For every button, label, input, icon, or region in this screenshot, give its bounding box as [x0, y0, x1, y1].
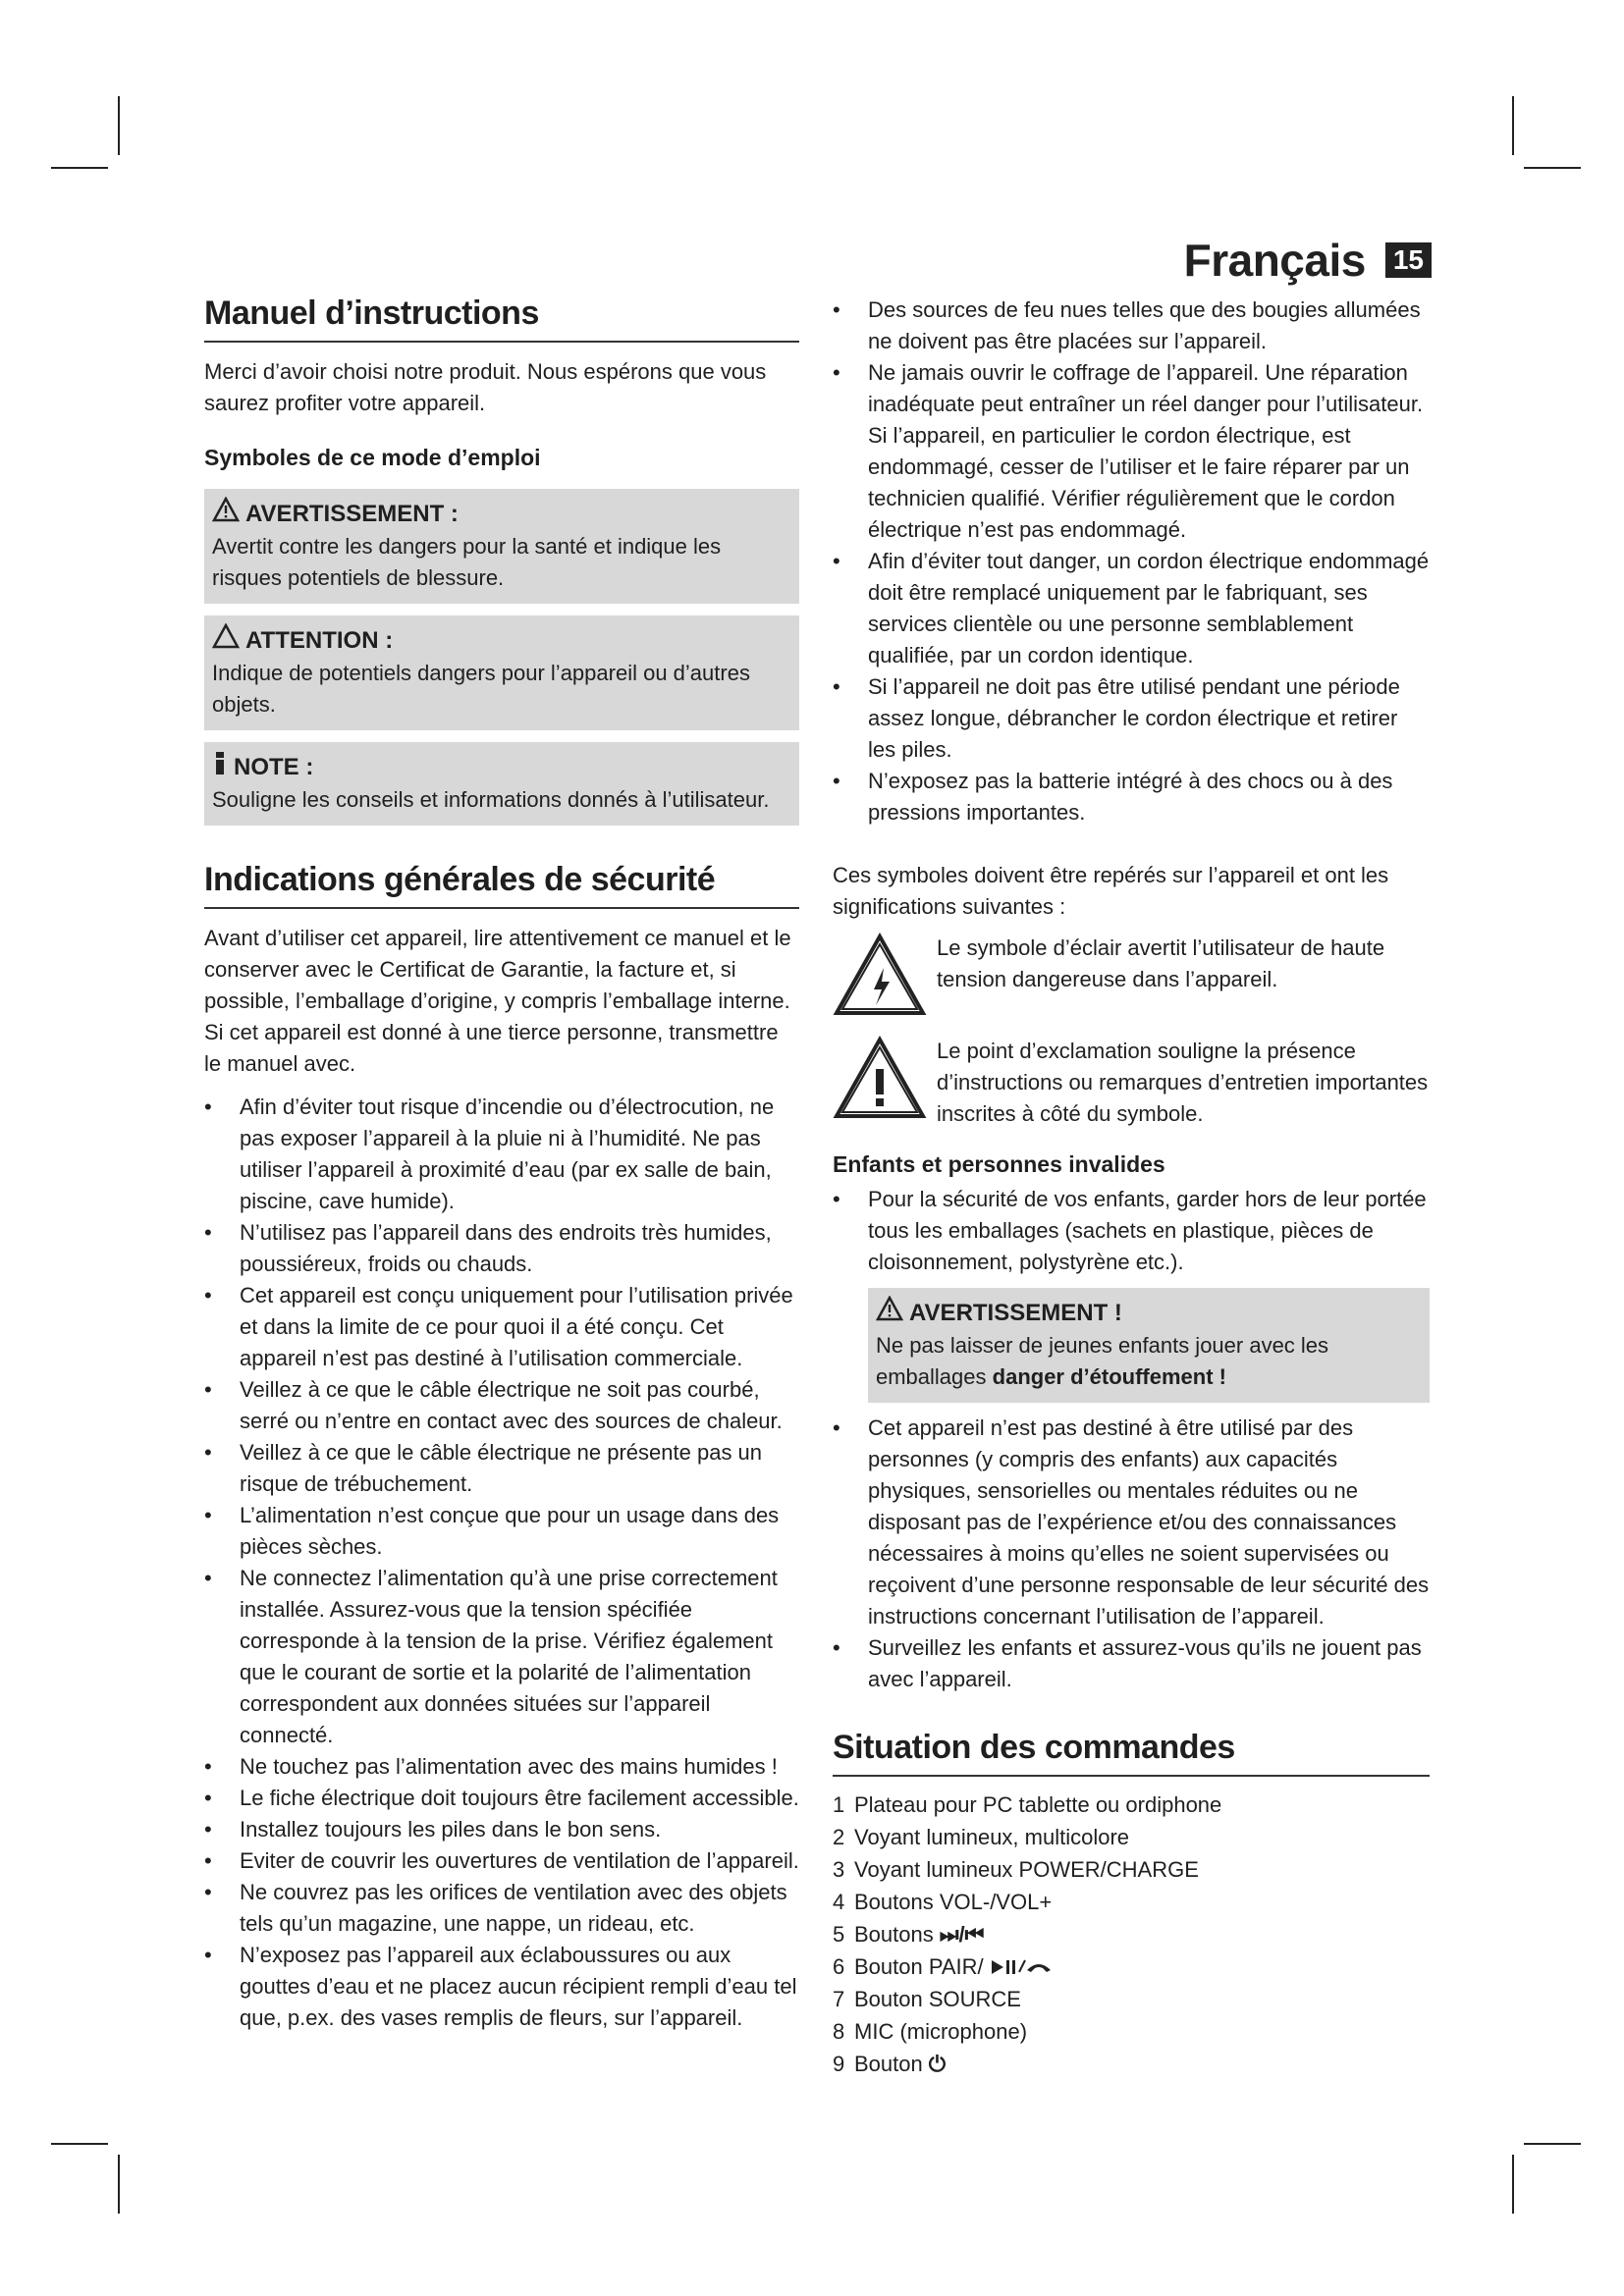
list-item: 4 Boutons VOL-/VOL+	[833, 1890, 1053, 1914]
list-item: 1 Plateau pour PC tablette ou ordiphone	[833, 1792, 1222, 1817]
children-warning-bold: danger d’étouffement !	[992, 1364, 1226, 1389]
crop-mark	[51, 2143, 108, 2145]
safety-list-continued	[833, 294, 1430, 828]
manual-intro: Merci d’avoir choisi notre produit. Nous espérons que vous saurez profiter votre appareil.	[204, 359, 767, 415]
list-item: • Afin d’éviter tout danger, un cordon électrique endommagé doit être remplacé uniquement par le fabriquant, ses services clientèle ou une personne semblablement qualifiée, par un cordon identique.	[833, 546, 1430, 671]
children-list	[833, 1184, 1430, 1278]
symbols-heading: Symboles de ce mode d’emploi	[204, 445, 541, 470]
note-box-title: NOTE :	[234, 753, 314, 780]
warning-box	[204, 489, 799, 604]
list-item: 8 MIC (microphone)	[833, 2019, 1028, 2044]
attention-box-title: ATTENTION :	[245, 626, 394, 654]
attention-triangle-icon	[212, 623, 240, 658]
list-item: 5 Boutons ⏭/⏮	[833, 1918, 1430, 1950]
left-column	[204, 285, 799, 2034]
safety-list	[204, 1092, 799, 2034]
warning-box-text: Avertit contre les dangers pour la santé et indique les risques potentiels de blessure.	[212, 534, 722, 590]
exclamation-symbol-text: Le point d’exclamation souligne la présence d’instructions ou remarques d’entretien importantes inscrites à côté du symbole.	[937, 1039, 1429, 1126]
note-box	[204, 742, 799, 826]
symbols-intro: Ces symboles doivent être repérés sur l’appareil et ont les significations suivantes :	[833, 863, 1389, 919]
list-item: • Ne connectez l’alimentation qu’à une prise correctement installée. Assurez-vous que la tension spécifiée corresponde à la tension de la prise. Vérifiez également que le courant de sortie et la polarité de l’alimentation correspondent aux données situées sur l’appareil connecté.	[204, 1563, 799, 1751]
attention-box	[204, 615, 799, 730]
list-item: 9 Bouton ⏻	[833, 2048, 1430, 2080]
list-item: 3 Voyant lumineux POWER/CHARGE	[833, 1857, 1199, 1882]
right-column	[833, 294, 1430, 2080]
list-item: 2 Voyant lumineux, multicolore	[833, 1825, 1130, 1849]
note-box-text: Souligne les conseils et informations donnés à l’utilisateur.	[212, 787, 770, 812]
exclamation-warning-icon	[833, 1036, 931, 1125]
children-list-continued	[833, 1413, 1430, 1695]
children-warning-box	[868, 1288, 1430, 1403]
list-item: • Surveillez les enfants et assurez-vous qu’ils ne jouent pas avec l’appareil.	[833, 1632, 1430, 1695]
list-item: • N’exposez pas l’appareil aux éclaboussures ou aux gouttes d’eau et ne placez aucun récipient rempli d’eau tel que, p.ex. des vases remplis de fleurs, sur l’appareil.	[204, 1940, 799, 2034]
children-warning-title: AVERTISSEMENT !	[909, 1299, 1122, 1326]
list-item: • Cet appareil n’est pas destiné à être utilisé par des personnes (y compris des enfants) aux capacités physiques, sensorielles ou mentales réduites ou ne disposant pas de l’expérience et/ou des connaissances nécessaires à moins qu’elles ne soient supervisées ou reçoivent d’une personne responsable de leur sécurité des instructions concernant l’utilisation de l’appareil.	[833, 1413, 1430, 1632]
attention-box-title-row	[212, 623, 791, 658]
page-header	[1184, 234, 1432, 287]
info-icon	[212, 750, 228, 784]
lightning-symbol-text: Le symbole d’éclair avertit l’utilisateur de haute tension dangereuse dans l’appareil.	[937, 935, 1385, 991]
exclamation-symbol-row	[833, 1036, 1430, 1130]
power-icon: ⏻	[928, 2052, 947, 2076]
list-item: 7 Bouton SOURCE	[833, 1987, 1021, 2011]
list-item: • Veillez à ce que le câble électrique ne soit pas courbé, serré ou n’entre en contact avec des sources de chaleur.	[204, 1374, 799, 1437]
skip-forward-back-icon: ⏭/⏮	[939, 1922, 985, 1947]
list-item: • Veillez à ce que le câble électrique ne présente pas un risque de trébuchement.	[204, 1437, 799, 1500]
list-item: • Ne jamais ouvrir le coffrage de l’appareil. Une réparation inadéquate peut entraîner un réel danger pour l’utilisateur. Si l’appareil, en particulier le cordon électrique, est endommagé, cesser de l’utiliser et le faire réparer par un technicien qualifié. Vérifier régulièrement que le cordon électrique n’est pas endommagé.	[833, 357, 1430, 546]
children-warning-title-row	[876, 1296, 1422, 1330]
language-title: Français	[1183, 235, 1366, 286]
warning-triangle-icon	[876, 1296, 903, 1330]
controls-list	[833, 1789, 1430, 2080]
children-warning-text-row	[876, 1330, 1422, 1393]
play-pause-phone-icon	[990, 1958, 1053, 1976]
list-item: • Ne touchez pas l’alimentation avec des mains humides !	[204, 1751, 799, 1783]
manual-title: Manuel d’instructions	[204, 294, 799, 343]
list-item: • Cet appareil est conçu uniquement pour l’utilisation privée et dans la limite de ce pour quoi il a été conçu. Cet appareil n’est pas destiné à l’utilisation commerciale.	[204, 1280, 799, 1374]
lightning-warning-icon	[833, 933, 931, 1022]
crop-mark	[118, 96, 120, 155]
safety-intro: Avant d’utiliser cet appareil, lire attentivement ce manuel et le conserver avec le Certificat de Garantie, la facture et, si possible, l’emballage d’origine, y compris l’emballage interne. Si cet appareil est donné à une tierce personne, transmettre le manuel avec.	[204, 926, 791, 1076]
warning-box-title: AVERTISSEMENT :	[245, 500, 459, 527]
children-heading: Enfants et personnes invalides	[833, 1151, 1165, 1177]
warning-triangle-icon	[212, 497, 240, 531]
list-item: • Eviter de couvrir les ouvertures de ventilation de l’appareil.	[204, 1845, 799, 1877]
note-box-title-row	[212, 750, 791, 784]
list-item: • Pour la sécurité de vos enfants, garder hors de leur portée tous les emballages (sachets en plastique, pièces de cloisonnement, polystyrène etc.).	[833, 1184, 1430, 1278]
list-item: 6 Bouton PAIR/	[833, 1950, 1430, 1983]
attention-box-text: Indique de potentiels dangers pour l’appareil ou d’autres objets.	[212, 661, 750, 717]
warning-box-title-row	[212, 497, 791, 531]
list-item: • Des sources de feu nues telles que des bougies allumées ne doivent pas être placées sur l’appareil.	[833, 294, 1430, 357]
crop-mark	[1512, 96, 1514, 155]
list-item: • Ne couvrez pas les orifices de ventilation avec des objets tels qu’un magazine, une nappe, un rideau, etc.	[204, 1877, 799, 1940]
crop-mark	[1524, 167, 1581, 169]
children-warning-text: Ne pas laisser de jeunes enfants jouer avec les emballages	[876, 1333, 1329, 1389]
list-item: • Installez toujours les piles dans le bon sens.	[204, 1814, 799, 1845]
crop-mark	[1524, 2143, 1581, 2145]
lightning-symbol-row	[833, 933, 1430, 1022]
list-item: • Le fiche électrique doit toujours être facilement accessible.	[204, 1783, 799, 1814]
crop-mark	[1512, 2155, 1514, 2214]
crop-mark	[118, 2155, 120, 2214]
list-item: • L’alimentation n’est conçue que pour un usage dans des pièces sèches.	[204, 1500, 799, 1563]
page-number: 15	[1385, 242, 1432, 278]
list-item: • N’exposez pas la batterie intégré à des chocs ou à des pressions importantes.	[833, 766, 1430, 828]
crop-mark	[51, 167, 108, 169]
list-item: • Si l’appareil ne doit pas être utilisé pendant une période assez longue, débrancher le cordon électrique et retirer les piles.	[833, 671, 1430, 766]
safety-title: Indications générales de sécurité	[204, 861, 799, 909]
controls-title: Situation des commandes	[833, 1729, 1430, 1777]
list-item: • Afin d’éviter tout risque d’incendie ou d’électrocution, ne pas exposer l’appareil à la pluie ni à l’humidité. Ne pas utiliser l’appareil à proximité d’eau (par ex salle de bain, piscine, cave humide).	[204, 1092, 799, 1217]
list-item: • N’utilisez pas l’appareil dans des endroits très humides, poussiéreux, froids ou chauds.	[204, 1217, 799, 1280]
